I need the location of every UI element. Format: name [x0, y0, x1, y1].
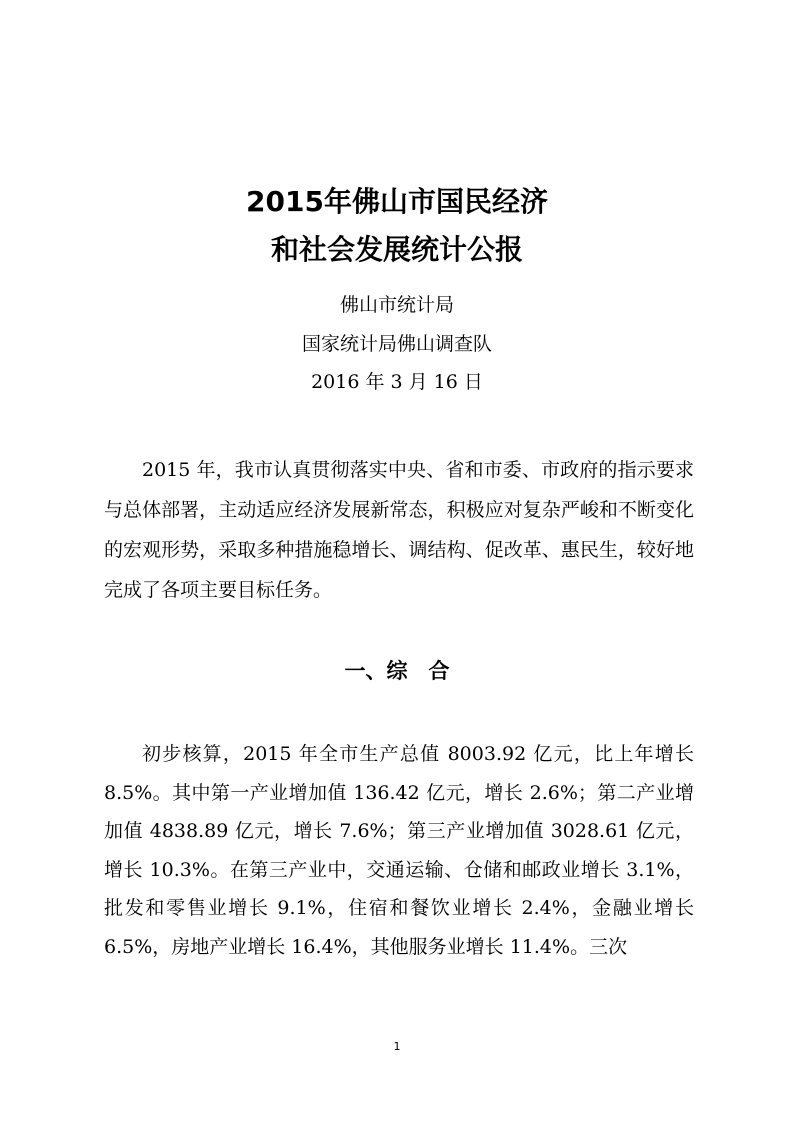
- intro-paragraph: 2015 年，我市认真贯彻落实中央、省和市委、市政府的指示要求与总体部署，主动适应经济发展新常态，积极应对复杂严峻和不断变化的宏观形势，采取多种措施稳增长、调结构、促改革、惠民生，较好地完成了各项主要目标任务。: [104, 459, 694, 601]
- issuer-survey-team: 国家统计局佛山调查队: [301, 333, 492, 355]
- publish-date: 2016 年 3 月 16 日: [311, 371, 483, 393]
- section-heading-overview: 一、综 合: [344, 659, 450, 683]
- document-title-line-2: 和社会发展统计公报: [270, 233, 523, 266]
- overview-paragraph: 初步核算，2015 年全市生产总值 8003.92 亿元，比上年增长 8.5%。其中第一产业增加值 136.42 亿元，增长 2.6%；第二产业增加值 4838.89 亿元，增长 7.6%；第三产业增加值 3028.61 亿元，增长 10.3%。在第三产业中，交通运输、仓储和邮政业增长 3.1%，批发和零售业增长 9.1%，住宿和餐饮业增长 2.4%，金融业增长 6.5%，房地产业增长 16.4%，其他服务业增长 11.4%。三次: [104, 743, 694, 958]
- document-title-line-1: 2015年佛山市国民经济: [246, 185, 548, 218]
- page-number: 1: [393, 1040, 401, 1053]
- issuer-statistics-bureau: 佛山市统计局: [339, 294, 454, 316]
